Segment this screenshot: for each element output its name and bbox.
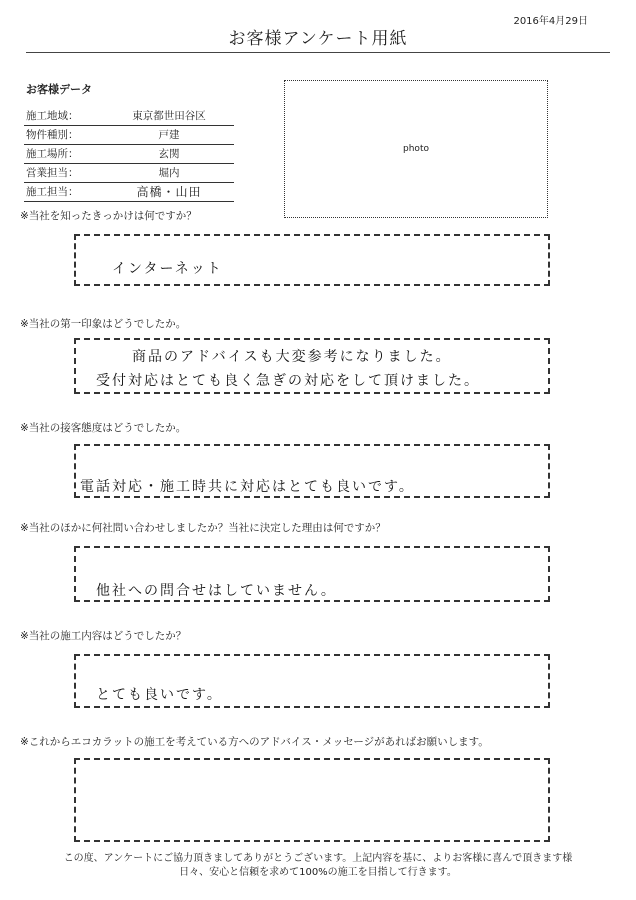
answer-box-2 (74, 338, 550, 394)
question-6: ※これからエコカラットの施工を考えている方へのアドバイス・メッセージがあればお願いします。 (20, 736, 489, 748)
customer-row-sales-staff (24, 164, 234, 183)
customer-row-area (24, 107, 234, 126)
row-value: 東京都世田谷区 (132, 110, 206, 122)
answer-4-line-1: 他社への問合せはしていません。 (96, 583, 337, 599)
row-value: 玄関 (158, 148, 180, 160)
answer-1-line-1: インターネット (112, 261, 223, 277)
answer-box-3 (74, 444, 550, 498)
answer-box-5 (74, 654, 550, 708)
customer-row-property-type (24, 126, 234, 145)
answer-2-line-2: 受付対応はとても良く急ぎの対応をして頂けました。 (96, 373, 480, 389)
customer-row-installer (24, 183, 234, 202)
row-label: 物件種別： (26, 129, 79, 141)
photo-label: photo (403, 144, 429, 154)
row-label: 営業担当： (26, 167, 79, 179)
footer-message-line-2: 日々、安心と信頼を求めて100%の施工を目指して行きます。 (179, 867, 457, 878)
question-3: ※当社の接客態度はどうでしたか。 (20, 422, 187, 434)
answer-5-line-1: とても良いです。 (96, 687, 223, 703)
page-title: お客様アンケート用紙 (26, 26, 610, 53)
customer-data-table (24, 107, 234, 202)
question-4: ※当社のほかに何社問い合わせしましたか？当社に決定した理由は何ですか？ (20, 522, 386, 534)
answer-box-1 (74, 234, 550, 286)
row-label: 施工場所： (26, 148, 79, 160)
photo-placeholder (284, 80, 548, 218)
question-5: ※当社の施工内容はどうでしたか？ (20, 630, 187, 642)
answer-2-line-1: 商品のアドバイスも大変参考になりました。 (132, 349, 452, 365)
answer-box-4 (74, 546, 550, 602)
row-value: 戸建 (158, 129, 180, 141)
customer-row-location (24, 145, 234, 164)
question-1: ※当社を知ったきっかけは何ですか？ (20, 210, 197, 222)
row-label: 施工担当： (26, 186, 79, 198)
answer-box-6 (74, 758, 550, 842)
answer-3-line-1: 電話対応・施工時共に対応はとても良いです。 (80, 479, 415, 495)
question-2: ※当社の第一印象はどうでしたか。 (20, 318, 187, 330)
customer-data-heading: お客様データ (26, 83, 92, 96)
row-label: 施工地域： (26, 110, 79, 122)
footer-message-line-1: この度、アンケートにご協力頂きましてありがとうございます。上記内容を基に、よりお客様に喜んで頂きます様 (63, 853, 573, 864)
survey-date: 2016年4月29日 (513, 16, 588, 27)
row-value: 高橋・山田 (136, 185, 202, 199)
row-value: 堀内 (158, 167, 180, 179)
